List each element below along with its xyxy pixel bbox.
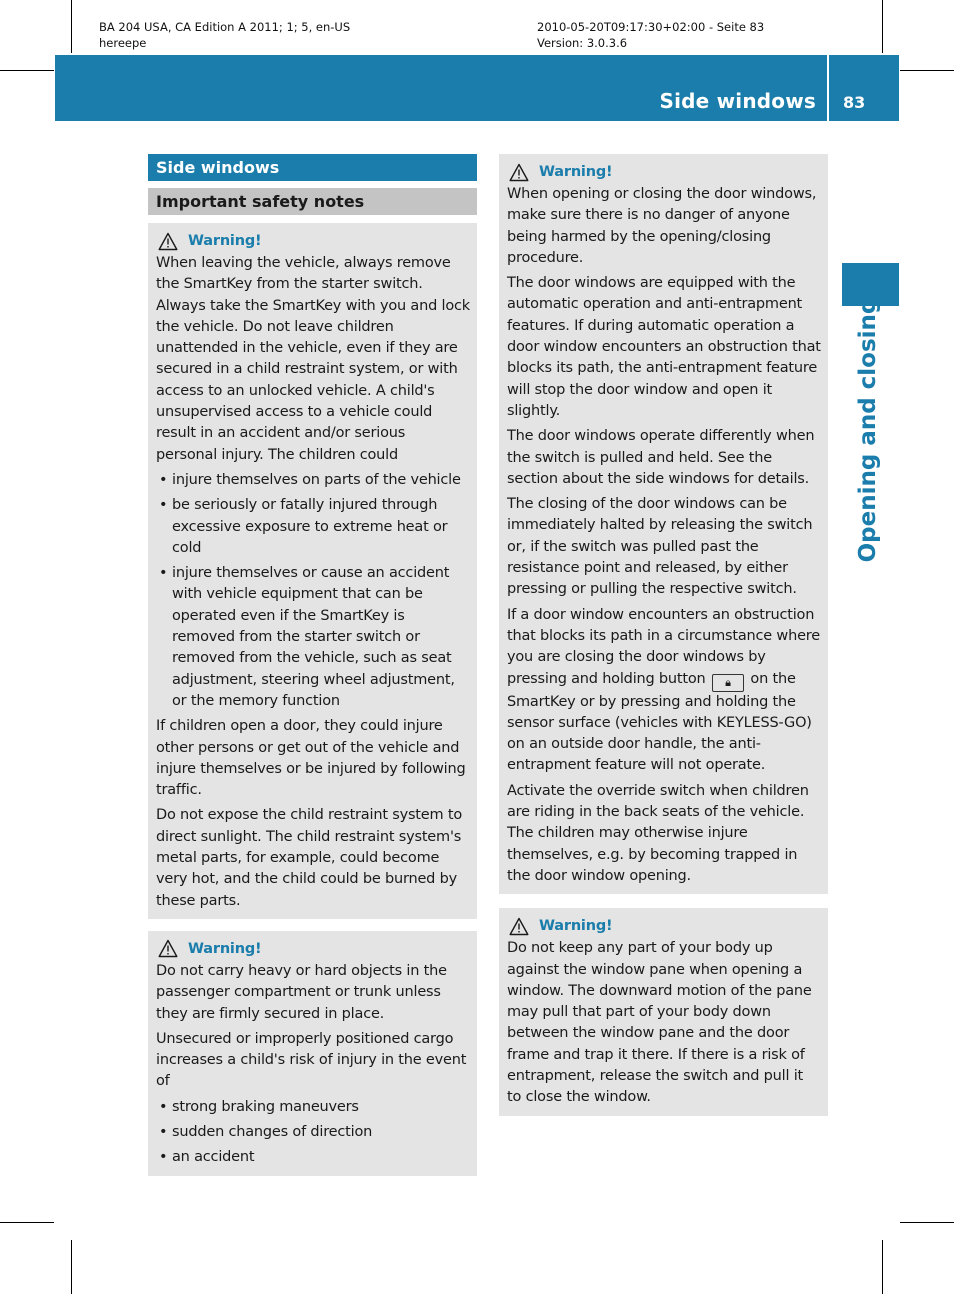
warning-box	[499, 908, 828, 1115]
crop-mark	[71, 1240, 72, 1294]
paragraph: If children open a door, they could injure other persons or get out of the vehicle and injure themselves or be injured by following traffic.	[156, 718, 466, 799]
header-title: Side windows	[659, 89, 816, 113]
crop-mark	[0, 70, 54, 71]
warning-triangle-icon	[158, 232, 178, 251]
paragraph: The door windows operate differently when the switch is pulled and held. See the section about the side windows for details.	[507, 428, 815, 487]
list-item: • be seriously or fatally injured through excessive exposure to extreme heat or cold	[156, 495, 470, 559]
print-meta-line: BA 204 USA, CA Edition A 2011; 1; 5, en-US	[99, 20, 351, 34]
bullet-list	[156, 470, 470, 712]
warning-triangle-icon	[509, 917, 529, 936]
paragraph-part: If a door window encounters an obstruction that blocks its path in a circumstance where you are closing the door windows by pressing and holding button	[507, 606, 820, 687]
warning-label: Warning!	[188, 233, 262, 249]
header-bar	[55, 55, 899, 121]
paragraph: The door windows are equipped with the automatic operation and anti-entrapment features. If during automatic operation a door window encounters an obstruction that blocks its path, the anti-entrapment feature will stop the door window and open it slightly.	[507, 275, 821, 419]
warning-heading	[509, 914, 821, 938]
list-item: • an accident	[156, 1147, 470, 1168]
paragraph: Do not expose the child restraint system to direct sunlight. The child restraint system's metal parts, for example, could become very hot, and the child could be burned by these parts.	[156, 807, 462, 909]
paragraph: Unsecured or improperly positioned cargo increases a child's risk of injury in the event of	[156, 1030, 467, 1090]
paragraph-part: on the SmartKey or by pressing and holding the sensor surface (vehicles with KEYLESS-GO) on an outside door handle, the anti-entrapment feature will not operate.	[507, 670, 812, 774]
paragraph: Do not keep any part of your body up against the window pane when opening a window. The downward motion of the pane may pull that part of your body down between the window pane and the door frame and trap it there. If there is a risk of entrapment, release the switch and pull it to close the window.	[507, 940, 812, 1106]
paragraph: Activate the override switch when children are riding in the back seats of the vehicle. The children may otherwise injure themselves, e.g. by becoming trapped in the door window opening.	[507, 782, 809, 884]
bullet-list	[156, 1097, 470, 1169]
list-item: • injure themselves on parts of the vehicle	[156, 470, 470, 491]
warning-heading	[158, 229, 470, 253]
left-column	[148, 154, 477, 1176]
warning-heading	[158, 937, 470, 961]
print-meta-line: 2010-05-20T09:17:30+02:00 - Seite 83	[537, 20, 765, 34]
list-item: • strong braking maneuvers	[156, 1097, 470, 1118]
right-column	[499, 154, 828, 1116]
list-item: • sudden changes of direction	[156, 1122, 470, 1143]
page-number: 83	[843, 93, 866, 112]
paragraph: When leaving the vehicle, always remove the SmartKey from the starter switch. Always take the SmartKey with you and lock the vehicle. Do not leave children unattended in the vehicle, even if they are secured in a child restraint system, or with access to an unlocked vehicle. A child's unsupervised access to a vehicle could result in an accident and/or serious personal injury. The children could	[156, 255, 470, 463]
print-meta-left	[99, 19, 350, 51]
print-meta-right	[537, 19, 764, 51]
warning-triangle-icon	[509, 163, 529, 182]
warning-heading	[509, 160, 821, 184]
section-title: Side windows	[148, 154, 477, 181]
warning-box	[499, 154, 828, 894]
paragraph: Do not carry heavy or hard objects in the passenger compartment or trunk unless they are firmly secured in place.	[156, 962, 447, 1022]
warning-label: Warning!	[539, 164, 613, 180]
crop-mark	[900, 70, 954, 71]
crop-mark	[882, 1240, 883, 1294]
list-item: • injure themselves or cause an accident with vehicle equipment that can be operated even if the SmartKey is removed from the starter switch or removed from the vehicle, such as seat adjustment, steering wheel adjustment, or the memory function	[156, 563, 470, 712]
crop-mark	[882, 0, 883, 53]
print-meta-line: hereepe	[99, 36, 147, 50]
warning-box	[148, 931, 477, 1176]
warning-label: Warning!	[539, 918, 613, 935]
subsection-title: Important safety notes	[148, 188, 477, 215]
print-meta-line: Version: 3.0.3.6	[537, 36, 628, 50]
crop-mark	[71, 0, 72, 53]
header-divider	[827, 55, 829, 121]
lock-icon: 🔒︎	[712, 674, 744, 692]
warning-label: Warning!	[188, 940, 262, 957]
warning-box	[148, 223, 477, 919]
warning-triangle-icon	[158, 939, 178, 958]
chapter-label-text: Opening and closing	[855, 297, 881, 563]
paragraph: The closing of the door windows can be immediately halted by releasing the switch or, if the switch was pulled past the resistance point and released, by either pressing or pulling the respective switch.	[507, 496, 813, 598]
crop-mark	[0, 1222, 54, 1223]
paragraph	[507, 605, 821, 777]
crop-mark	[900, 1222, 954, 1223]
paragraph: When opening or closing the door windows, make sure there is no danger of anyone being harmed by the opening/closing procedure.	[507, 186, 817, 266]
